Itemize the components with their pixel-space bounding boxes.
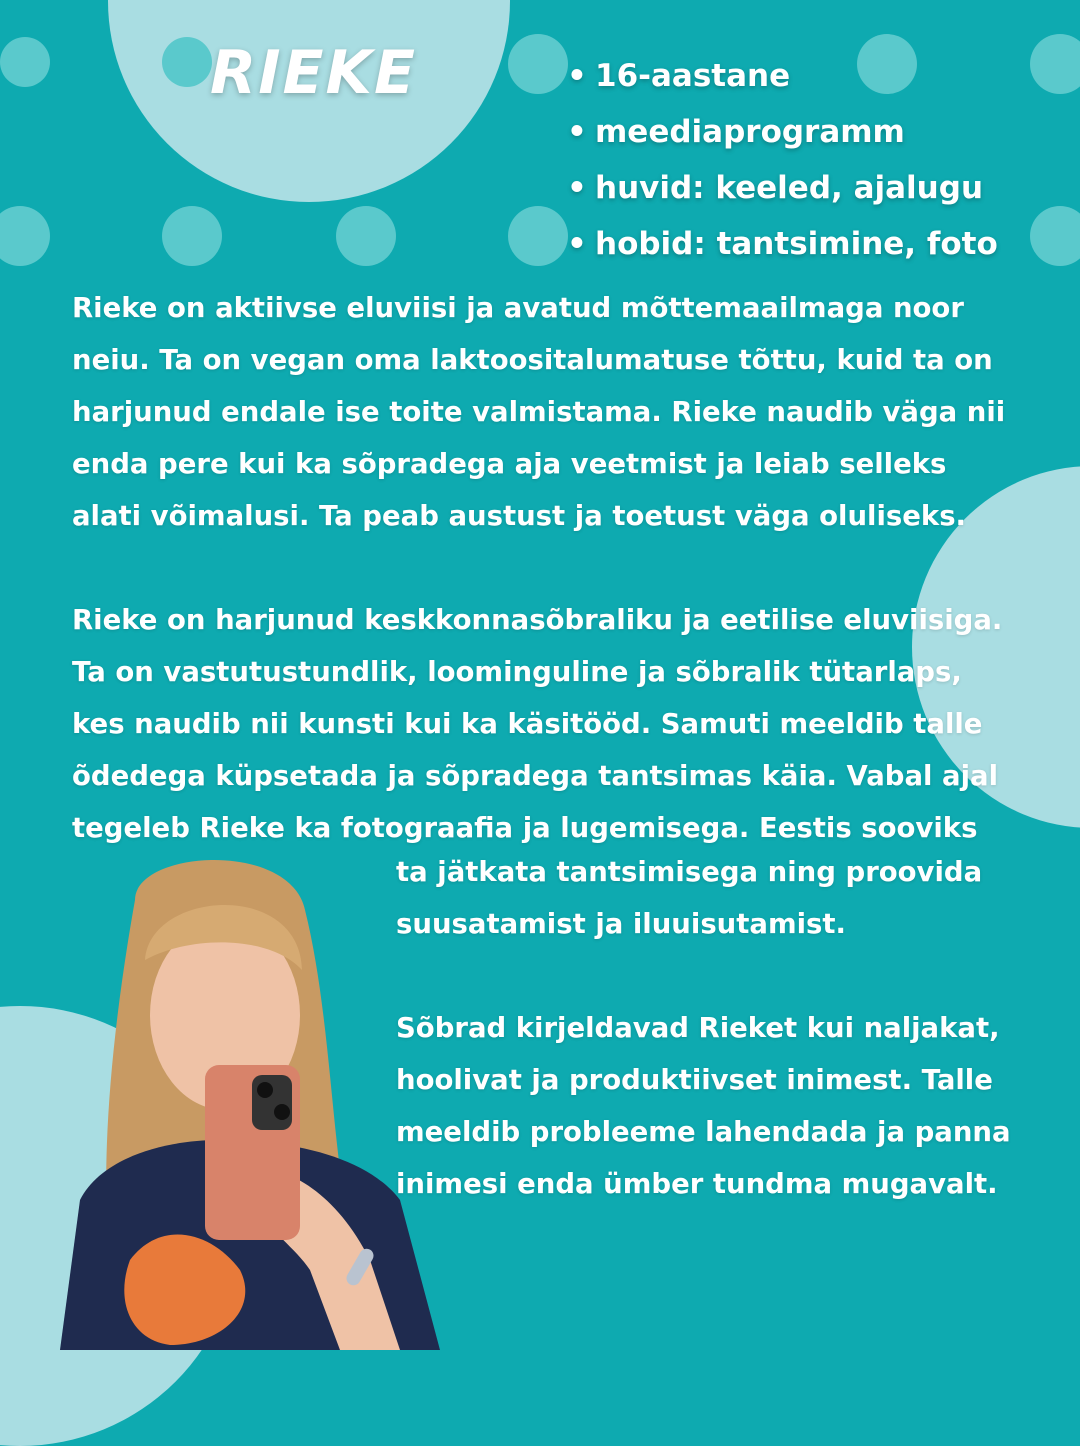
- text-line: Rieke on aktiivse eluviisi ja avatud mõttemaailmaga noor: [72, 292, 964, 324]
- decorative-dot: [1030, 206, 1080, 266]
- text-line: Rieke on harjunud keskkonnasõbraliku ja eetilise eluviisiga.: [72, 604, 1003, 636]
- text-line: enda pere kui ka sõpradega aja veetmist ja leiab selleks: [72, 448, 947, 480]
- text-line: meeldib probleeme lahendada ja panna: [396, 1116, 1011, 1148]
- text-line: õdedega küpsetada ja sõpradega tantsimas käia. Vabal ajal: [72, 760, 999, 792]
- fact-interests: • huvid: keeled, ajalugu: [567, 170, 984, 206]
- fact-age: • 16-aastane: [567, 58, 791, 94]
- decorative-dot: [0, 206, 50, 266]
- text-line: Sõbrad kirjeldavad Rieket kui naljakat,: [396, 1012, 1000, 1044]
- decorative-dot: [508, 34, 568, 94]
- decorative-dot: [0, 37, 50, 87]
- decorative-dot: [1030, 34, 1080, 94]
- text-line: kes naudib nii kunsti kui ka käsitööd. Samuti meeldib talle: [72, 708, 983, 740]
- text-line: Ta on vastutustundlik, loominguline ja sõbralik tütarlaps,: [72, 656, 962, 688]
- text-line: ta jätkata tantsimisega ning proovida: [396, 856, 983, 888]
- decorative-dot: [508, 206, 568, 266]
- paragraph-lifestyle: [72, 594, 1002, 854]
- profile-name: RIEKE: [210, 38, 417, 108]
- text-line: tegeleb Rieke ka fotograafia ja lugemisega. Eestis sooviks: [72, 812, 978, 844]
- text-line: hoolivat ja produktiivset inimest. Talle: [396, 1064, 993, 1096]
- text-line: suusatamist ja iluuisutamist.: [396, 908, 847, 940]
- decorative-dot: [162, 37, 212, 87]
- fact-hobbies: • hobid: tantsimine, foto: [567, 226, 998, 262]
- text-line: alati võimalusi. Ta peab austust ja toetust väga oluliseks.: [72, 500, 967, 532]
- paragraph-intro: [72, 282, 1005, 542]
- profile-photo: [40, 840, 440, 1350]
- text-line: neiu. Ta on vegan oma laktoositalumatuse tõttu, kuid ta on: [72, 344, 993, 376]
- text-line: harjunud endale ise toite valmistama. Rieke naudib väga nii: [72, 396, 1006, 428]
- decorative-dot: [162, 206, 222, 266]
- paragraph-friends: [396, 1002, 1011, 1210]
- decorative-dot: [336, 206, 396, 266]
- text-line: inimesi enda ümber tundma mugavalt.: [396, 1168, 998, 1200]
- fact-program: • meediaprogramm: [567, 114, 905, 150]
- paragraph-goals: [396, 846, 982, 950]
- facts-list: [567, 48, 998, 272]
